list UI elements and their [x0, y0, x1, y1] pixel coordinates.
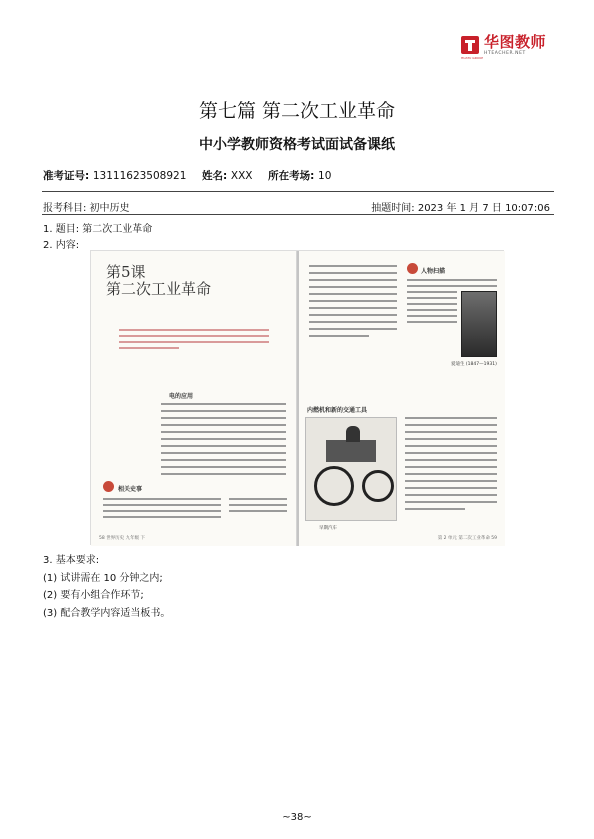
- body-text-line: [405, 501, 497, 503]
- body-text-line: [309, 335, 369, 337]
- body-text-line: [309, 328, 397, 330]
- body-text-line: [161, 424, 286, 426]
- logo-name: 华图教师: [484, 33, 547, 51]
- body-text-line: [161, 473, 286, 475]
- section-heading-people: 人物扫描: [421, 268, 446, 275]
- requirement-item: (2) 要有小组合作环节;: [43, 590, 144, 601]
- body-text-line: [161, 466, 286, 468]
- body-text-line: [309, 300, 397, 302]
- requirement-item: (3) 配合教学内容适当板书。: [43, 608, 171, 619]
- box-text-line: [407, 321, 457, 323]
- logo-url: HTEACHER.NET: [484, 51, 526, 56]
- huatu-logo: [461, 33, 547, 60]
- candidate-info: [43, 168, 343, 183]
- intro-text-line: [119, 335, 269, 337]
- related-facts-icon: [103, 481, 114, 492]
- early-car-photo: [305, 417, 397, 521]
- body-text-line: [405, 459, 497, 461]
- portrait-caption: 爱迪生 (1847—1931): [451, 362, 497, 367]
- textbook-left-page: [91, 251, 297, 546]
- requirements-title: 3. 基本要求:: [43, 555, 100, 566]
- body-text-line: [405, 452, 497, 454]
- textbook-right-page: [299, 251, 505, 546]
- candidate-name-value: XXX: [230, 170, 253, 182]
- body-text-line: [309, 272, 397, 274]
- people-scan-icon: [407, 263, 418, 274]
- box-text-line: [407, 291, 457, 293]
- lesson-title: 第二次工业革命: [106, 280, 212, 298]
- body-text-line: [161, 403, 286, 405]
- page-footer-number: ~38~: [282, 812, 312, 823]
- exam-subject: 报考科目: 初中历史: [43, 203, 130, 214]
- intro-text-line: [119, 341, 269, 343]
- divider-top: [42, 191, 554, 192]
- box-text-line: [407, 315, 457, 317]
- body-text-line: [229, 504, 287, 506]
- box-text-line: [103, 516, 221, 518]
- draw-time: 抽题时间: 2023 年 1 月 7 日 10:07:06: [371, 203, 550, 214]
- body-text-line: [161, 438, 286, 440]
- car-wheel-icon: [314, 466, 354, 506]
- box-text-line: [103, 498, 221, 500]
- intro-text-line: [119, 329, 269, 331]
- body-text-line: [161, 445, 286, 447]
- body-text-line: [229, 510, 287, 512]
- requirement-item: (1) 试讲需在 10 分钟之内;: [43, 573, 163, 584]
- box-text-line: [103, 504, 221, 506]
- textbook-spread-image: [90, 250, 504, 545]
- divider-bottom: [42, 214, 554, 215]
- body-text-line: [309, 265, 397, 267]
- body-text-line: [405, 480, 497, 482]
- box-text-line: [407, 297, 457, 299]
- body-text-line: [161, 410, 286, 412]
- content-label: 2. 内容:: [43, 240, 80, 251]
- exam-room-label: 所在考场:: [268, 170, 315, 182]
- body-text-line: [309, 314, 397, 316]
- lesson-number: 第5课: [106, 263, 146, 281]
- car-driver-icon: [346, 426, 360, 442]
- body-text-line: [405, 508, 465, 510]
- car-caption: 早期汽车: [319, 526, 337, 531]
- candidate-name-label: 姓名:: [202, 170, 228, 182]
- body-text-line: [309, 321, 397, 323]
- edison-portrait-photo: [461, 291, 497, 357]
- body-text-line: [405, 466, 497, 468]
- car-wheel-icon: [362, 470, 394, 502]
- candidate-id-label: 准考证号:: [43, 170, 90, 182]
- body-text-line: [309, 279, 397, 281]
- page-number-left: 58 世界历史 九年级 下: [99, 536, 146, 541]
- body-text-line: [309, 286, 397, 288]
- body-text-line: [229, 498, 287, 500]
- page-title: 第七篇 第二次工业革命: [198, 100, 396, 122]
- body-text-line: [161, 459, 286, 461]
- section-heading-engine: 内燃机和新的交通工具: [307, 407, 368, 414]
- body-text-line: [405, 417, 497, 419]
- topic-line: 1. 题目: 第二次工业革命: [43, 224, 153, 235]
- section-heading-related: 相关史事: [118, 486, 143, 493]
- body-text-line: [405, 473, 497, 475]
- intro-text-line: [119, 347, 179, 349]
- box-text-line: [407, 285, 497, 287]
- body-text-line: [405, 431, 497, 433]
- body-text-line: [161, 452, 286, 454]
- body-text-line: [309, 307, 397, 309]
- body-text-line: [405, 438, 497, 440]
- logo-small-text: HUATU GROUP: [461, 56, 484, 60]
- body-text-line: [405, 445, 497, 447]
- page-subtitle: 中小学教师资格考试面试备课纸: [199, 137, 395, 153]
- car-body-icon: [326, 440, 376, 462]
- box-text-line: [103, 510, 221, 512]
- box-text-line: [407, 279, 497, 281]
- body-text-line: [161, 417, 286, 419]
- body-text-line: [405, 494, 497, 496]
- body-text-line: [161, 431, 286, 433]
- body-text-line: [309, 293, 397, 295]
- exam-room-value: 10: [318, 170, 332, 182]
- section-heading-electric: 电的应用: [169, 393, 194, 400]
- candidate-id-value: 13111623508921: [92, 170, 187, 182]
- box-text-line: [407, 303, 457, 305]
- page-number-right: 第 2 单元 第二次工业革命 59: [437, 536, 497, 541]
- logo-mark-icon: [461, 36, 484, 60]
- body-text-line: [405, 424, 497, 426]
- body-text-line: [405, 487, 497, 489]
- box-text-line: [407, 309, 457, 311]
